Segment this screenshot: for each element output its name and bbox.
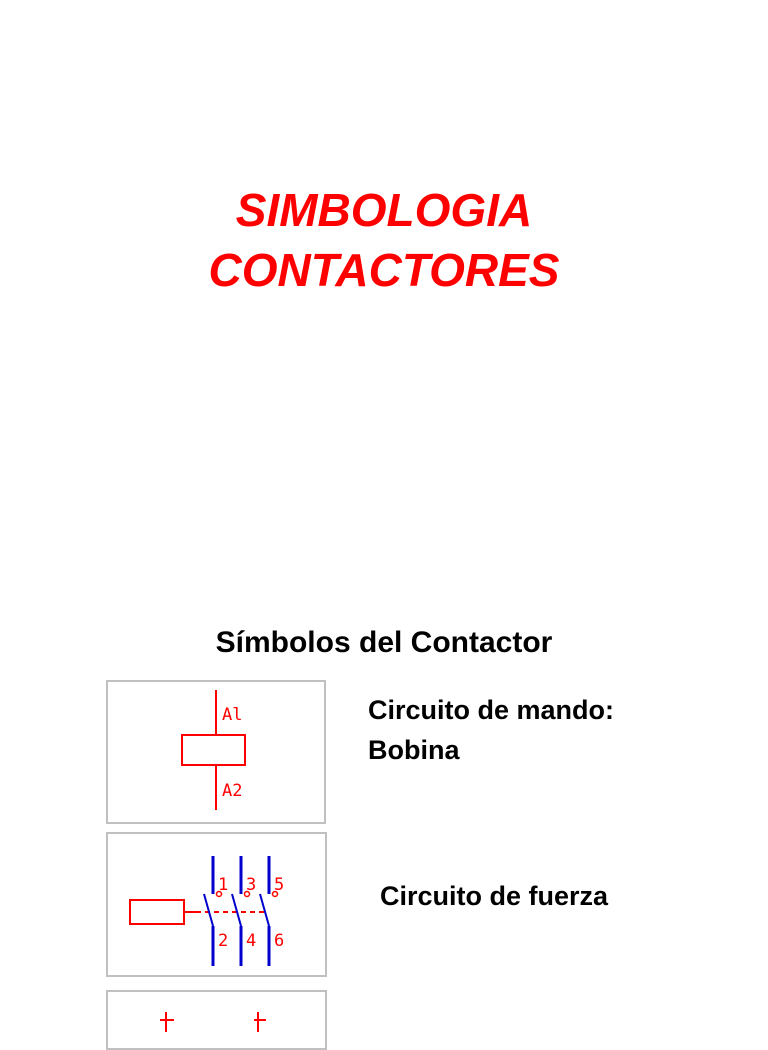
- auxiliary-symbol-box: [106, 990, 327, 1050]
- terminal-label-2: 2: [218, 931, 229, 951]
- title-line-1: SIMBOLOGIA: [235, 184, 533, 236]
- power-contacts-box: [106, 832, 327, 977]
- coil-caption-line-1: Circuito de mando:: [368, 695, 615, 725]
- terminal-label-6: 6: [274, 931, 285, 951]
- pole-2-contact: [232, 894, 241, 926]
- title-line-2: CONTACTORES: [208, 244, 560, 296]
- coil-symbol-diagram: [108, 682, 324, 822]
- page-title: [0, 180, 768, 300]
- coil-rectangle: [182, 735, 245, 765]
- power-contacts-diagram: [108, 834, 325, 975]
- terminal-label-3: 3: [246, 875, 257, 895]
- terminal-label-5: 5: [274, 875, 285, 895]
- terminal-label-4: 4: [246, 931, 257, 951]
- coil-symbol-box: [106, 680, 326, 824]
- section-heading: Símbolos del Contactor: [215, 626, 553, 659]
- coil-caption-line-2: Bobina: [368, 735, 460, 765]
- terminal-label-1: 1: [218, 875, 229, 895]
- coil-label-a2: A2: [222, 781, 243, 801]
- coil-label-a1: Al: [222, 705, 243, 725]
- coil-caption: [368, 690, 748, 770]
- pole-3-contact: [260, 894, 269, 926]
- pole-1-contact: [204, 894, 213, 926]
- auxiliary-symbol-diagram: [108, 992, 325, 1048]
- contactor-coil: [130, 900, 184, 924]
- power-caption: Circuito de fuerza: [380, 881, 609, 911]
